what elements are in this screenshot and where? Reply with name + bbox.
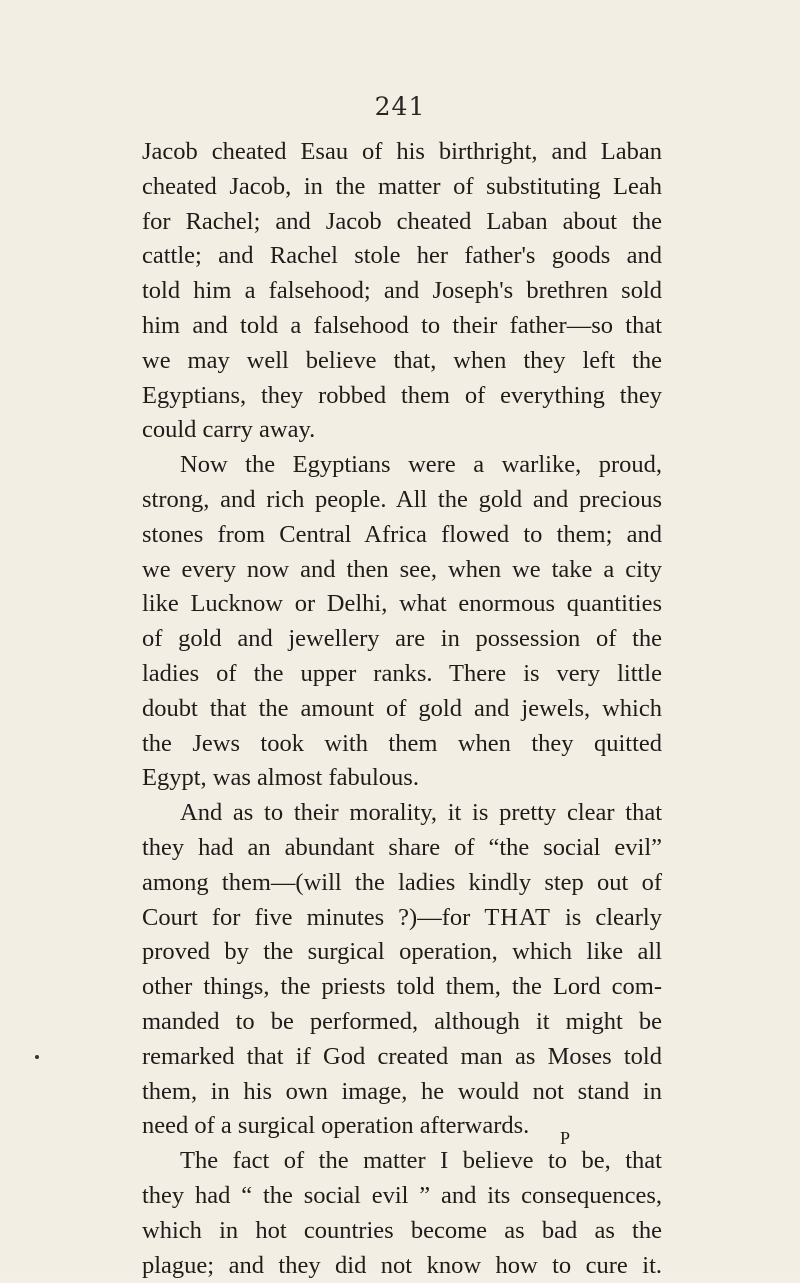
text-span: Court for five minutes ?)—for bbox=[142, 904, 484, 931]
text-line: Egypt, was almost fabulous. bbox=[142, 761, 662, 796]
text-line: Now the Egyptians were a warlike, proud, bbox=[142, 448, 662, 483]
page-number: 241 bbox=[0, 92, 800, 121]
text-line: need of a surgical operation afterwards. bbox=[142, 1109, 662, 1144]
text-line: they had “ the social evil ” and its consequences, bbox=[142, 1179, 662, 1214]
body-text bbox=[142, 135, 662, 1283]
text-line: for Rachel; and Jacob cheated Laban about the bbox=[142, 205, 662, 240]
text-line: we may well believe that, when they left the bbox=[142, 344, 662, 379]
text-line: we every now and then see, when we take a city bbox=[142, 553, 662, 588]
text-line: cattle; and Rachel stole her father's goods and bbox=[142, 239, 662, 274]
text-line: Jacob cheated Esau of his birthright, and Laban bbox=[142, 135, 662, 170]
text-line: And as to their morality, it is pretty clear that bbox=[142, 796, 662, 831]
text-line: among them—(will the ladies kindly step out of bbox=[142, 866, 662, 901]
text-line: could carry away. bbox=[142, 413, 662, 448]
small-caps-word: THAT bbox=[484, 904, 551, 931]
text-line: ladies of the upper ranks. There is very little bbox=[142, 657, 662, 692]
text-line: Egyptians, they robbed them of everything they bbox=[142, 379, 662, 414]
text-line: proved by the surgical operation, which like all bbox=[142, 935, 662, 970]
text-line: doubt that the amount of gold and jewels, which bbox=[142, 692, 662, 727]
text-line: him and told a falsehood to their father—so that bbox=[142, 309, 662, 344]
text-line: told him a falsehood; and Joseph's brethren sold bbox=[142, 274, 662, 309]
signature-mark: P bbox=[560, 1128, 570, 1149]
text-line: remarked that if God created man as Moses told bbox=[142, 1040, 662, 1075]
text-line: them, in his own image, he would not stand in bbox=[142, 1075, 662, 1110]
text-line: the Jews took with them when they quitted bbox=[142, 727, 662, 762]
text-line: cheated Jacob, in the matter of substituting Leah bbox=[142, 170, 662, 205]
text-line: other things, the priests told them, the Lord com- bbox=[142, 970, 662, 1005]
text-line: which in hot countries become as bad as the bbox=[142, 1214, 662, 1249]
text-line: strong, and rich people. All the gold and precious bbox=[142, 483, 662, 518]
text-line: like Lucknow or Delhi, what enormous quantities bbox=[142, 587, 662, 622]
text-line-mixed bbox=[142, 901, 662, 936]
text-line: of gold and jewellery are in possession of the bbox=[142, 622, 662, 657]
text-line: stones from Central Africa flowed to them; and bbox=[142, 518, 662, 553]
margin-speck bbox=[35, 1055, 39, 1059]
text-line: they had an abundant share of “the social evil” bbox=[142, 831, 662, 866]
text-line: The fact of the matter I believe to be, that bbox=[142, 1144, 662, 1179]
text-line: plague; and they did not know how to cure it. bbox=[142, 1249, 662, 1283]
text-line: manded to be performed, although it might be bbox=[142, 1005, 662, 1040]
text-span: is clearly bbox=[551, 904, 662, 931]
